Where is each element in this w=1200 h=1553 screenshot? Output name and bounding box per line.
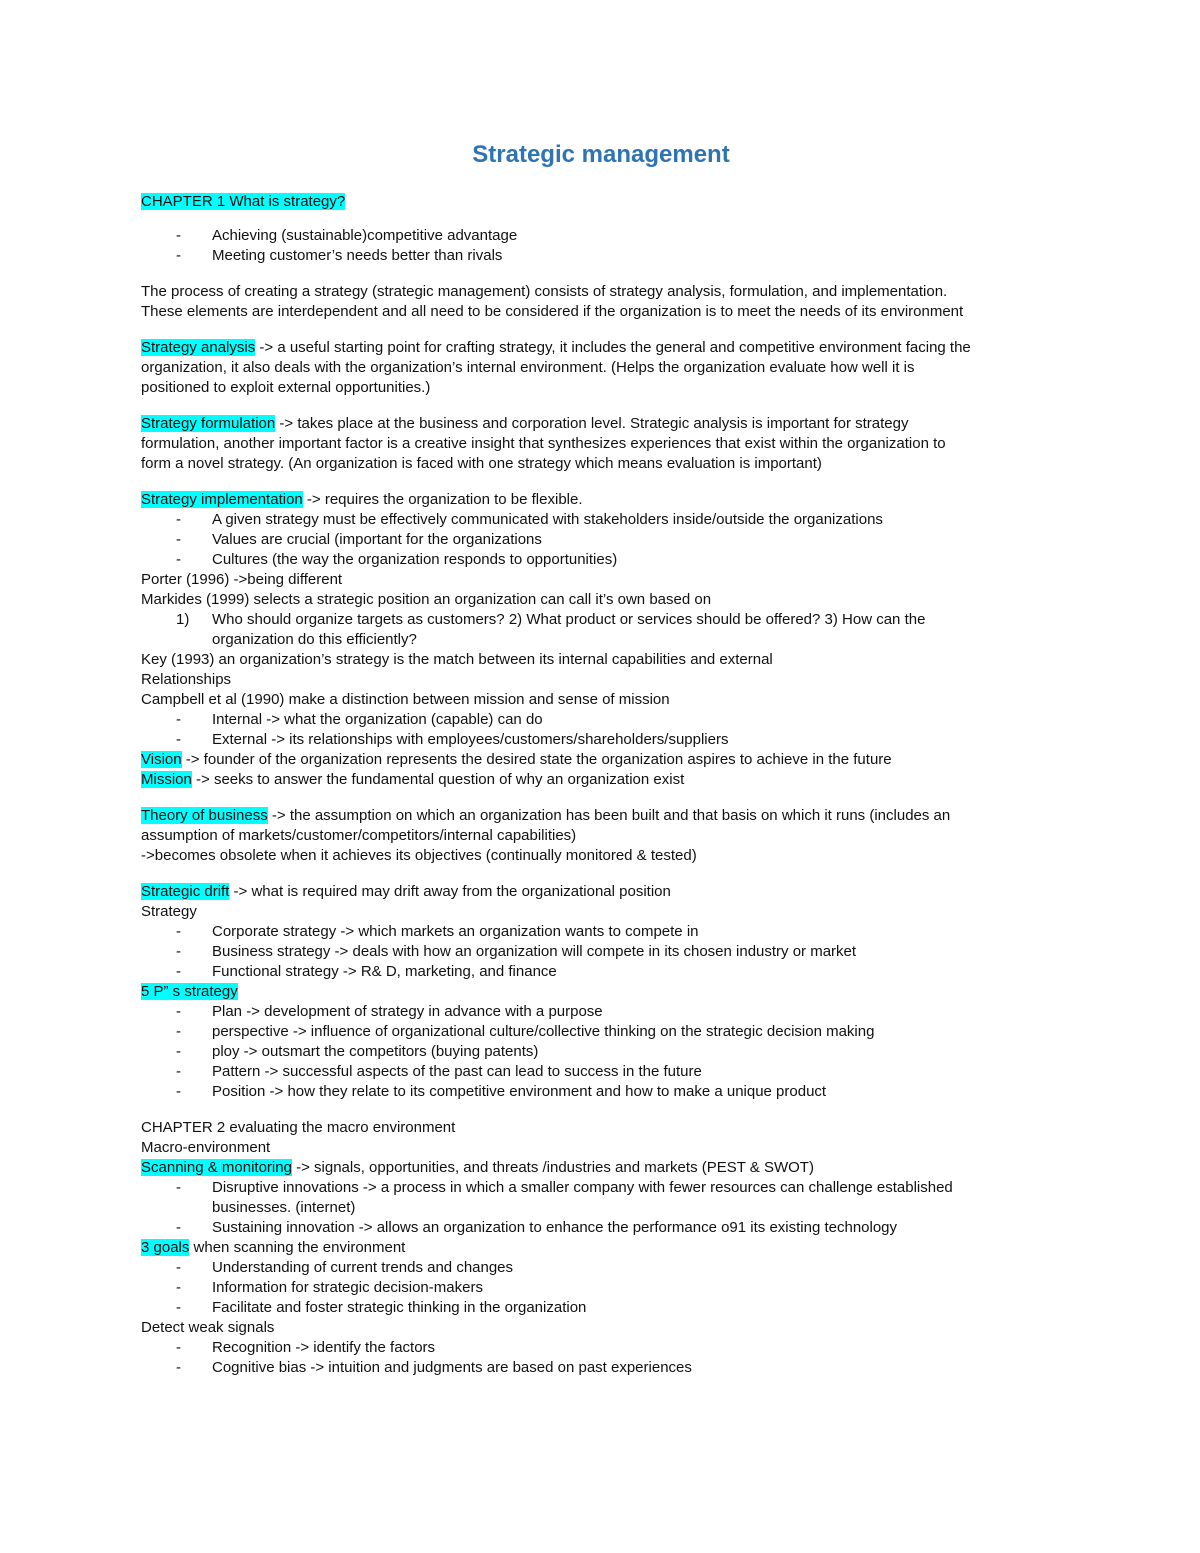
mission: Mission -> seeks to answer the fundamental question of why an organization exist: [141, 771, 685, 788]
highlighted-term: Vision: [141, 751, 182, 768]
list-item: - A given strategy must be effectively communicated with stakeholders inside/outside the organizations: [176, 511, 883, 528]
paragraph: These elements are interdependent and all need to be considered if the organization is to meet the needs of its environment: [141, 303, 964, 320]
numbered-item: 1) Who should organize targets as customers? 2) What product or services should be offered? 3) How can the: [176, 611, 926, 628]
key: Key (1993) an organization’s strategy is the match between its internal capabilities and external: [141, 651, 773, 668]
weak-signals: Detect weak signals: [141, 1319, 275, 1336]
theory-of-business: Theory of business -> the assumption on which an organization has been built and that basis on which it runs (includes an: [141, 807, 951, 824]
markides: Markides (1999) selects a strategic position an organization can call it’s own based on: [141, 591, 712, 608]
list-item: - Cultures (the way the organization responds to opportunities): [176, 551, 618, 568]
list-item: - Sustaining innovation -> allows an organization to enhance the performance o91 its existing technology: [176, 1219, 898, 1236]
strategic-drift: Strategic drift -> what is required may drift away from the organizational position: [141, 883, 671, 900]
strategy-formulation: Strategy formulation -> takes place at the business and corporation level. Strategic analysis is important for strategy: [141, 415, 909, 432]
highlighted-term: 3 goals: [141, 1239, 190, 1256]
list-item: - Achieving (sustainable)competitive advantage: [176, 227, 518, 244]
list-item: - Facilitate and foster strategic thinking in the organization: [176, 1299, 587, 1316]
five-p-strategy: [141, 982, 1061, 1002]
vision: Vision -> founder of the organization represents the desired state the organization aspires to achieve in the future: [141, 751, 892, 768]
highlighted-term: Mission: [141, 771, 192, 788]
list-item: - ploy -> outsmart the competitors (buying patents): [176, 1043, 539, 1060]
list-item: - Position -> how they relate to its competitive environment and how to make a unique product: [176, 1083, 827, 1100]
macro-environment: Macro-environment: [141, 1139, 271, 1156]
strategy-label: Strategy: [141, 903, 197, 920]
list-item: - Pattern -> successful aspects of the past can lead to success in the future: [176, 1063, 702, 1080]
list-item-cont: businesses. (internet): [212, 1199, 356, 1216]
strategy-analysis: Strategy analysis -> a useful starting point for crafting strategy, it includes the general and competitive environment facing the: [141, 339, 971, 356]
list-item: - Corporate strategy -> which markets an organization wants to compete in: [176, 923, 699, 940]
list-item: - Understanding of current trends and changes: [176, 1259, 514, 1276]
list-item: - Cognitive bias -> intuition and judgments are based on past experiences: [176, 1359, 692, 1376]
highlighted-term: 5 P” s strategy: [141, 983, 238, 1000]
highlighted-term: Strategy formulation: [141, 415, 276, 432]
three-goals: 3 goals when scanning the environment: [141, 1239, 406, 1256]
chapter-2-heading: CHAPTER 2 evaluating the macro environment: [141, 1119, 456, 1136]
strategy-implementation: Strategy implementation -> requires the organization to be flexible.: [141, 491, 583, 508]
list-item: - Values are crucial (important for the organizations: [176, 531, 542, 548]
list-item: - Meeting customer’s needs better than rivals: [176, 247, 503, 264]
list-item: - Internal -> what the organization (capable) can do: [176, 711, 543, 728]
highlighted-term: Strategy analysis: [141, 339, 256, 356]
list-item: - Recognition -> identify the factors: [176, 1339, 436, 1356]
highlighted-term: Scanning & monitoring: [141, 1159, 292, 1176]
list-item: - External -> its relationships with employees/customers/shareholders/suppliers: [176, 731, 729, 748]
campbell: Campbell et al (1990) make a distinction between mission and sense of mission: [141, 691, 670, 708]
highlighted-term: Strategy implementation: [141, 491, 303, 508]
document-page: Strategic management CHAPTER 1 What is strategy? - Achieving (sustainable)competitive advantage - Meeting customer’s needs better than rivals The process of creating a strategy (strategic management) consists of strategy analysis, formulation, and implementation. These elements are interdependent and all need to be considered if the organization is to meet the needs of its environment Strategy analysis -> a useful starting point for crafting strategy, it includes the general and competitive environment facing the organization, it also deals with the organization’s internal environment. (Helps the organization evaluate how well it is positioned to exploit external opportunities.) Strategy formulation -> takes place at the business and corporation level. Strategic analysis is important for strategy formulation, another important factor is a creative insight that synthesizes experiences that exist within the organization to form a novel strategy. (An organization is faced with one strategy which means evaluation is important) Strategy implementation -> requires the organization to be flexible. - A given strategy must be effectively communicated with stakeholders inside/outside the organizations - Values are crucial (important for the organizations - Cultures (the way the organization responds to opportunities) Porter (1996) ->being different Markides (1999) selects a strategic position an organization can call it’s own based on 1) Who should organize targets as customers? 2) What product or services should be offered? 3) How can the organization do this efficiently? Key (1993) an organization’s strategy is the match between its internal capabilities and external Relationships Campbell et al (1990) make a distinction between mission and sense of mission - Internal -> what the organization (capable) can do - External -> its relationships with employees/customers/shareholders/suppliers Vision -> founder of the organization represents the desired state the organization aspires to achieve in the future Mission -> seeks to answer the fundamental question of why an organization exist Theory of business -> the assumption on which an organization has been built and that basis on which it runs (includes an assumption of markets/customer/competitors/internal capabilities) ->becomes obsolete when it achieves its objectives (continually monitored & tested) Strategic drift -> what is required may drift away from the organizational position Strategy - Corporate strategy -> which markets an organization wants to compete in - Business strategy -> deals with how an organization will compete in its chosen industry or market - Functional strategy -> R& D, marketing, and finance 5 P” s strategy - Plan -> development of strategy in advance with a purpose - perspective -> influence of organizational culture/collective thinking on the strategic decision making - ploy -> outsmart the competitors (buying patents) - Pattern -> successful aspects of the past can lead to success in the future - Position -> how they relate to its competitive environment and how to make a unique product CHAPTER 2 evaluating the macro environment Macro-environment Scanning & monitoring -> signals, opportunities, and threats /industries and markets (PEST & SWOT) - Disruptive innovations -> a process in which a smaller company with fewer resources can challenge established businesses. (internet) - Sustaining innovation -> allows an organization to enhance the performance o91 its existing technology 3 goals when scanning the environment - Understanding of current trends and changes - Information for strategic decision-makers - Facilitate and foster strategic thinking in the organization Detect weak signals - Recognition -> identify the factors - Cognitive bias -> intuition and judgments are based on past experiences: [141, 140, 1061, 1378]
list-item: - perspective -> influence of organizational culture/collective thinking on the strategic decision making: [176, 1023, 875, 1040]
page-title: Strategic management: [472, 141, 730, 168]
paragraph: The process of creating a strategy (strategic management) consists of strategy analysis, formulation, and implementation.: [141, 283, 948, 300]
scanning-monitoring: Scanning & monitoring -> signals, opportunities, and threats /industries and markets (PEST & SWOT): [141, 1159, 814, 1176]
list-item: - Information for strategic decision-makers: [176, 1279, 483, 1296]
list-item: - Functional strategy -> R& D, marketing, and finance: [176, 963, 557, 980]
list-item: - Business strategy -> deals with how an organization will compete in its chosen industry or market: [176, 943, 857, 960]
highlighted-term: Theory of business: [141, 807, 268, 824]
list-item: - Disruptive innovations -> a process in which a smaller company with fewer resources can challenge established: [176, 1179, 953, 1196]
porter: Porter (1996) ->being different: [141, 571, 343, 588]
highlighted-term: Strategic drift: [141, 883, 230, 900]
list-item: - Plan -> development of strategy in advance with a purpose: [176, 1003, 603, 1020]
chapter-1-heading: CHAPTER 1 What is strategy?: [141, 193, 346, 210]
numbered-item-cont: organization do this efficiently?: [212, 631, 417, 648]
